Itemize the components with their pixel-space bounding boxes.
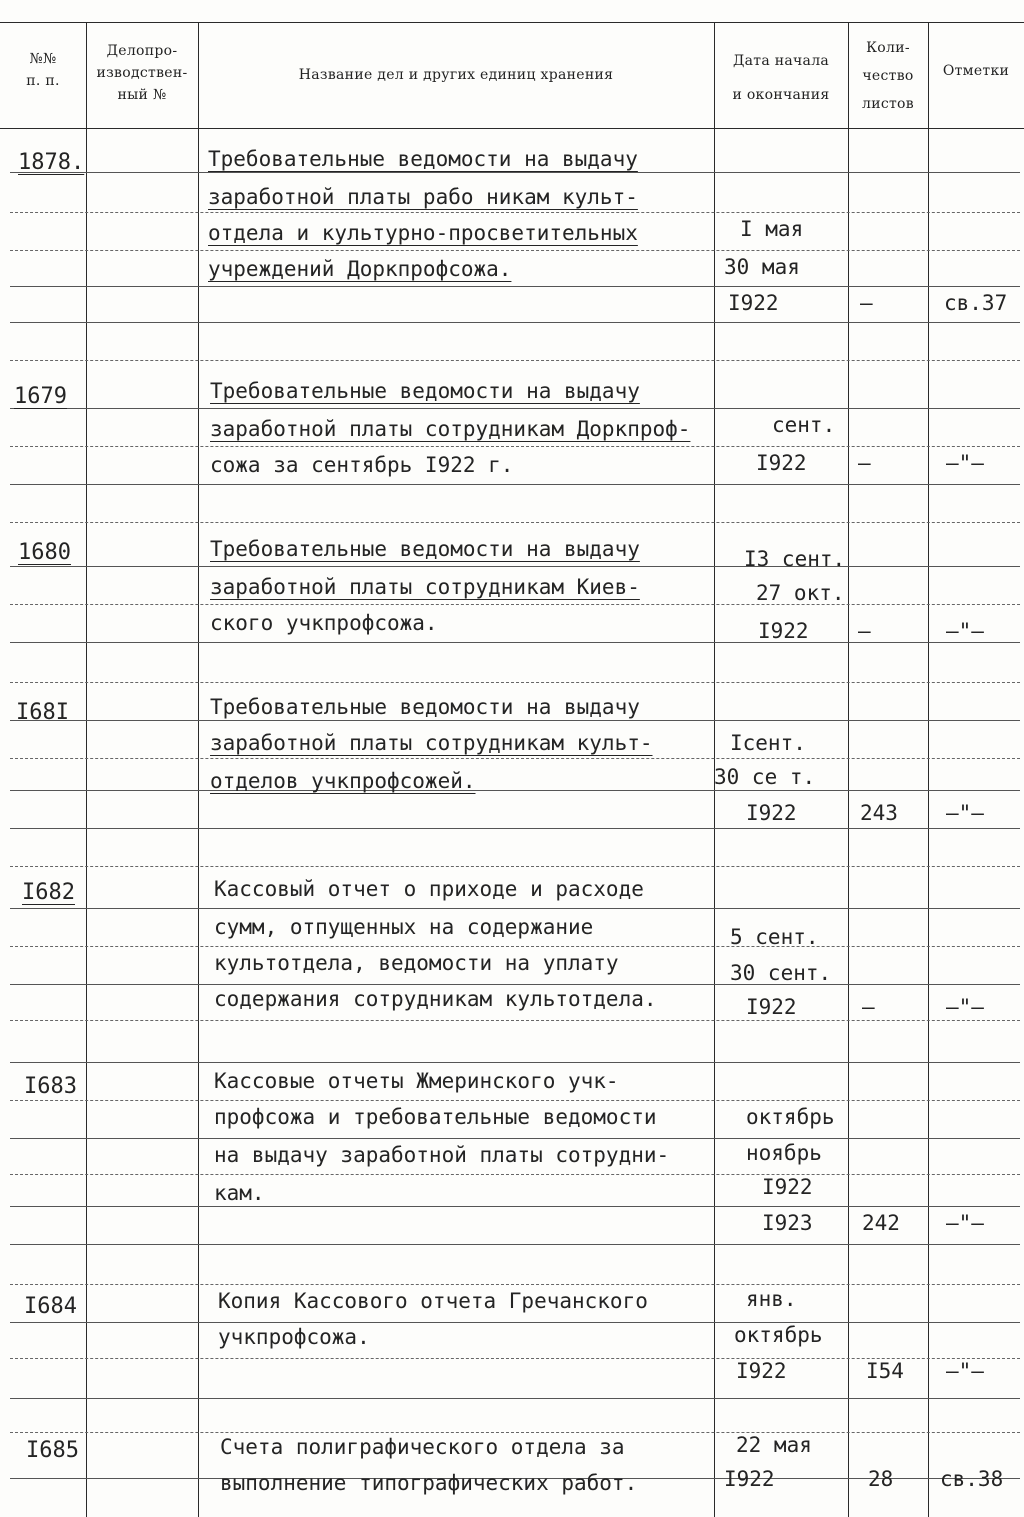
entry-number: 1878. [18,150,85,175]
entry-title-line: Требовательные ведомости на выдачу [208,147,638,171]
entry-title-line: сумм, отпущенных на содержание [214,915,594,939]
entry-title-line: заработной платы рабо никам культ- [208,185,638,209]
entry-date: 30 сент. [730,961,832,985]
entry-title-line: заработной платы сотрудникам культ- [210,731,653,755]
entry-title-line: Требовательные ведомости на выдачу [210,695,640,719]
entry-notes: св.38 [940,1467,1004,1491]
entry-date: I мая [740,217,804,241]
column-divider [86,22,87,1517]
ruled-line [10,604,1020,605]
entry-date: 5 сент. [730,925,819,949]
ruled-line [10,758,1020,759]
ruled-line [10,1284,1020,1285]
ruled-line [10,1244,1020,1245]
entry-title-line: отдела и культурно-просветительных [208,221,638,245]
entry-title-line: содержания сотрудникам культотдела. [214,987,657,1011]
entry-date: 22 мая [736,1433,812,1457]
ruled-line [10,682,1020,683]
header-text: изводствен- [96,65,188,81]
ruled-line [10,1322,1020,1323]
ruled-line [10,1398,1020,1399]
header-office-col [86,40,198,106]
column-divider [928,22,929,1517]
ruled-line [10,866,1020,867]
entry-date: янв. [746,1287,797,1311]
entry-title-line: учкпрофсожа. [218,1325,370,1349]
header-text: ный № [117,87,167,103]
table-top-border [0,22,1024,23]
entry-title-line: Кассовый отчет о приходе и расходе [214,877,644,901]
entry-date: октябрь [734,1323,823,1347]
header-bottom-border [0,128,1024,129]
ruled-line [10,212,1020,213]
ruled-line [10,1138,1020,1139]
header-sheets-col [848,34,928,118]
header-text: п. п. [26,73,60,89]
entry-notes: –"– [946,1359,984,1383]
header-text: Коли- [866,40,910,56]
header-dates-col [714,44,848,112]
header-text: чество [862,68,914,84]
ruled-line [10,1100,1020,1101]
entry-notes: св.37 [944,291,1008,315]
column-divider [848,22,849,1517]
entry-notes: –"– [946,801,984,825]
ruled-line [10,790,1020,791]
entry-title-line: Копия Кассового отчета Гречанского [218,1289,648,1313]
entry-date: I922 [756,451,807,475]
entry-date: октябрь [746,1105,835,1129]
ruled-line [10,828,1020,829]
entry-date: I3 сент. [744,547,846,571]
entry-title-line: ского учкпрофсожа. [210,611,438,635]
entry-date: I922 [724,1467,775,1491]
entry-number: I682 [22,880,75,905]
entry-title-line: Кассовые отчеты Жмеринского учк- [214,1069,619,1093]
header-notes-col [928,60,1024,82]
entry-title-line: на выдачу заработной платы сотрудни- [214,1143,670,1167]
ruled-line [10,1062,1020,1063]
entry-date: 30 се т. [714,765,816,789]
entry-date: I922 [728,291,779,315]
entry-number: I683 [24,1074,77,1099]
entry-date: 27 окт. [756,581,845,605]
ruled-line [10,946,1020,947]
ruled-line [10,360,1020,361]
ruled-line [10,984,1020,985]
entry-sheet-count: – [862,995,875,1019]
entry-date: I923 [762,1211,813,1235]
ruled-line [10,720,1020,721]
ruled-line [10,250,1020,251]
header-text: Название дел и других единиц хранения [298,67,614,83]
ruled-line [10,908,1020,909]
header-title-col [198,64,714,86]
entry-title-line: культотдела, ведомости на уплату [214,951,619,975]
ruled-line [10,1206,1020,1207]
entry-date: ноябрь [746,1141,822,1165]
entry-sheet-count: 243 [860,801,898,825]
entry-sheet-count: – [858,451,871,475]
ruled-line [10,1432,1020,1433]
header-number-col [0,48,86,92]
ruled-line [10,1020,1020,1021]
entry-date: I922 [758,619,809,643]
entry-title-line: Счета полиграфического отдела за [220,1435,625,1459]
header-text: Дата начала [732,53,830,69]
entry-notes: –"– [946,995,984,1019]
ruled-line [10,1174,1020,1175]
entry-number: I684 [24,1294,77,1319]
entry-title-line: Требовательные ведомости на выдачу [210,379,640,403]
entry-sheet-count: I54 [866,1359,904,1383]
header-text: листов [862,96,914,112]
entry-title-line: кам. [214,1181,265,1205]
entry-sheet-count: – [860,291,873,315]
entry-title-line: отделов учкпрофсожей. [210,769,476,793]
header-text: Отметки [942,63,1010,79]
entry-number: 1679 [14,384,67,409]
entry-sheet-count: 242 [862,1211,900,1235]
entry-notes: –"– [946,619,984,643]
entry-title-line: профсожа и требовательные ведомости [214,1105,657,1129]
ruled-line [10,522,1020,523]
entry-date: I922 [762,1175,813,1199]
entry-sheet-count: – [858,619,871,643]
ruled-line [10,446,1020,447]
entry-title-line: учреждений Доркпрофсожа. [208,257,512,281]
ruled-line [10,566,1020,567]
entry-title-line: сожа за сентябрь I922 г. [210,453,514,477]
entry-date: Iсент. [730,731,806,755]
entry-title-line: заработной платы сотрудникам Киев- [210,575,640,599]
entry-title-line: Требовательные ведомости на выдачу [210,537,640,561]
ruled-line [10,408,1020,409]
entry-number: I68I [16,700,69,725]
ruled-line [10,172,1020,173]
entry-date: I922 [746,995,797,1019]
entry-date: 30 мая [724,255,800,279]
entry-number: 1680 [18,540,71,565]
entry-date: сент. [772,413,836,437]
ruled-line [10,484,1020,485]
ruled-line [10,286,1020,287]
header-text: №№ [29,51,57,67]
entry-date: I922 [746,801,797,825]
column-divider [198,22,199,1517]
entry-title-line: выполнение типографических работ. [220,1471,638,1495]
entry-date: I922 [736,1359,787,1383]
header-text: и окончания [732,87,830,103]
entry-sheet-count: 28 [868,1467,894,1491]
ruled-line [10,322,1020,323]
entry-notes: –"– [946,1211,984,1235]
entry-title-line: заработной платы сотрудникам Доркпроф- [210,417,691,441]
entry-number: I685 [26,1438,79,1463]
entry-notes: –"– [946,451,984,475]
header-text: Делопро- [106,43,178,59]
